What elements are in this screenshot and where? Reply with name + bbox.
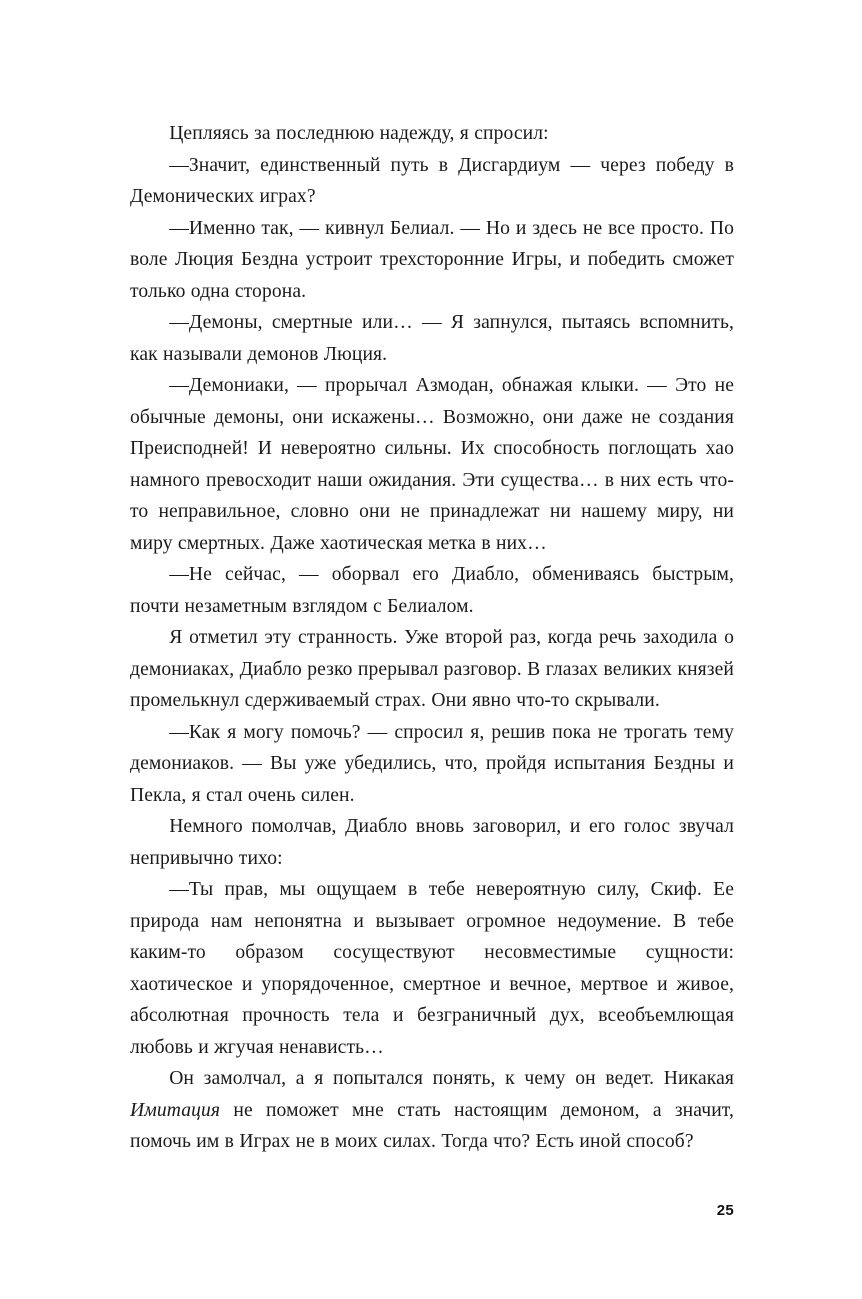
paragraph-with-italic xyxy=(130,1063,734,1158)
paragraph: —Демоны, смертные или… — Я запнулся, пытаясь вспомнить, как называли демонов Люция. xyxy=(130,312,734,365)
page-number: 25 xyxy=(716,1202,734,1219)
paragraph: Немного помолчав, Диабло вновь заговорил, и его голос звучал непривычно тихо: xyxy=(130,816,734,869)
paragraph: —Именно так, — кивнул Белиал. — Но и здесь не все просто. По воле Люция Бездна устроит трехсторонние Игры, и победить сможет только одна сторона. xyxy=(130,217,734,302)
paragraph: —Значит, единственный путь в Дисгардиум — через победу в Демонических играх? xyxy=(130,154,734,207)
paragraph: —Как я могу помочь? — спросил я, решив пока не трогать тему демониаков. — Вы уже убедились, что, пройдя испытания Бездны и Пекла, я стал очень силен. xyxy=(130,721,734,806)
paragraph: —Ты прав, мы ощущаем в тебе невероятную силу, Скиф. Ее природа нам непонятна и вызывает огромное недоумение. В тебе каким-то образом сосуществуют несовместимые сущности: хаотическое и упорядоченное, смертное и вечное, мертвое и живое, абсолютная прочность тела и безграничный дух, всеобъемлющая любовь и жгучая ненависть… xyxy=(130,879,734,1058)
paragraph: —Не сейчас, — оборвал его Диабло, обмениваясь быстрым, почти незаметным взглядом с Белиалом. xyxy=(130,564,734,617)
paragraph: Цепляясь за последнюю надежду, я спросил: xyxy=(169,123,549,144)
paragraph: —Демониаки, — прорычал Азмодан, обнажая клыки. — Это не обычные демоны, они искажены… Возможно, они даже не создания Преисподней! И невероятно сильны. Их способность поглощать хао намного превосходит наши ожидания. Эти существа… в них есть что-то неправильное, словно они не принадлежат ни нашему миру, ни миру смертных. Даже хаотическая метка в них… xyxy=(130,375,734,554)
paragraph: Я отметил эту странность. Уже второй раз, когда речь заходила о демониаках, Диабло резко прерывал разговор. В глазах великих князей промелькнул сдерживаемый страх. Они явно что-то скрывали. xyxy=(130,627,734,711)
paragraph-text-before: Он замолчал, а я попытался понять, к чему он ведет. Никакая xyxy=(169,1068,734,1089)
italic-term: Имитация xyxy=(130,1099,221,1121)
paragraph-text-after: не поможет мне стать настоящим демоном, а значит, помочь им в Играх не в моих силах. Тогда что? Есть иной способ? xyxy=(130,1099,734,1152)
body-text-column xyxy=(130,118,734,1158)
